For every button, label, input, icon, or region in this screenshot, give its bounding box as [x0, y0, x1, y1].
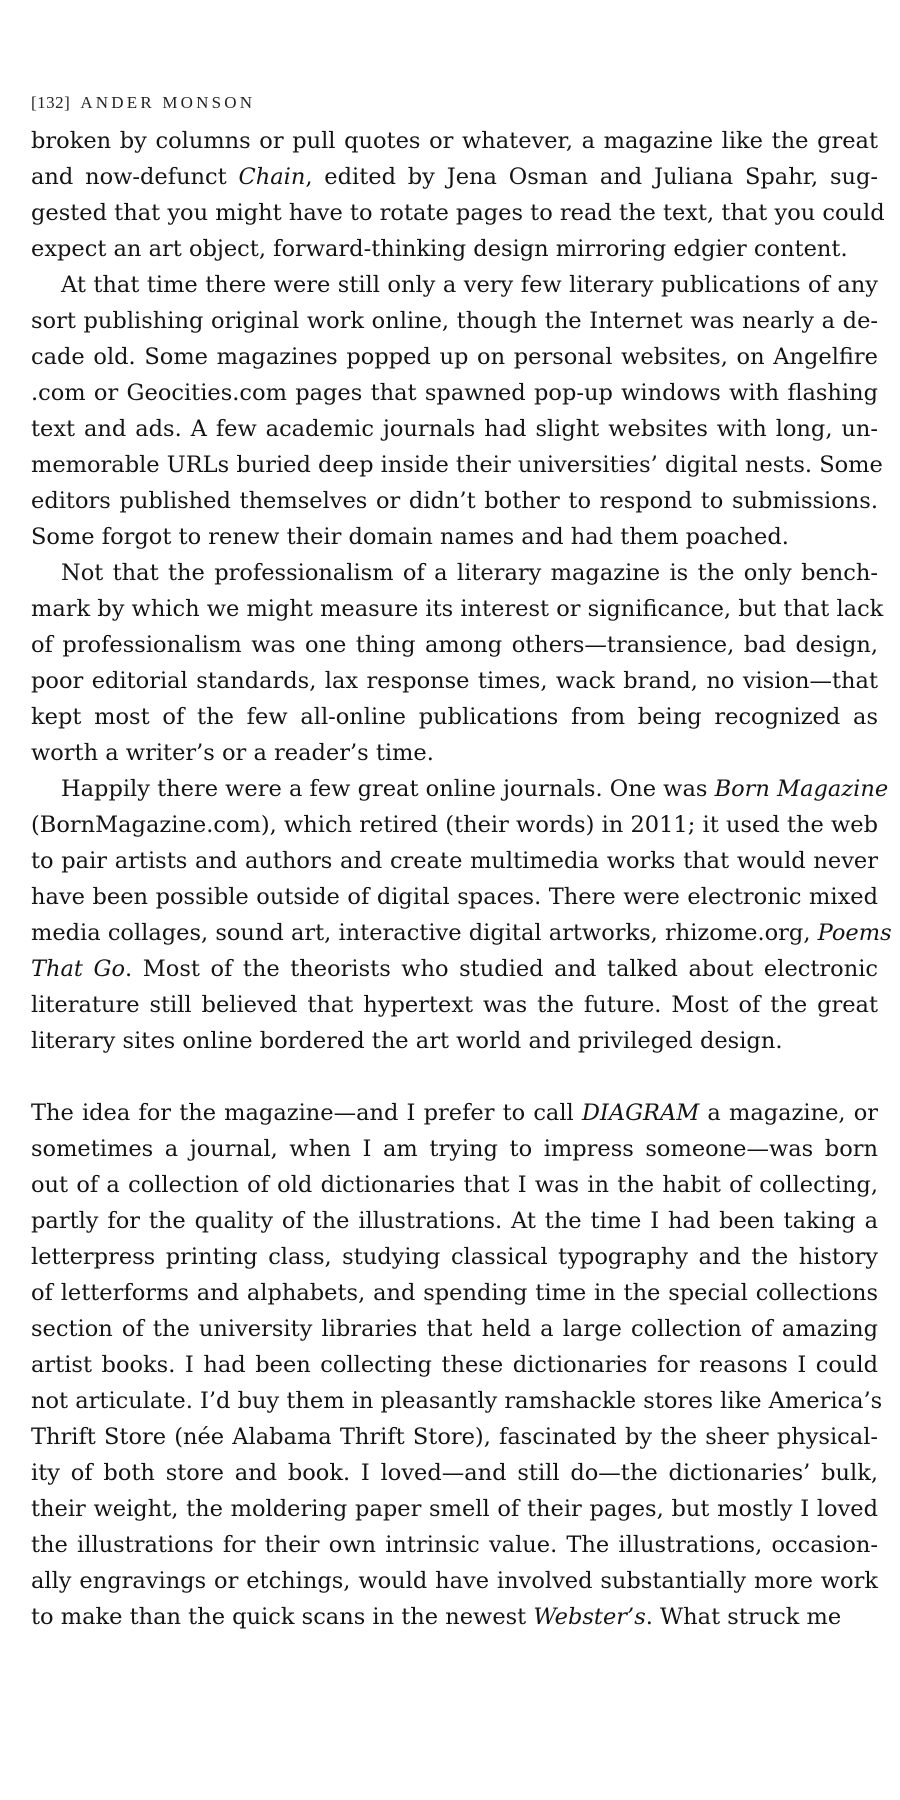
italic-title: That Go: [31, 956, 126, 982]
text-line: [31, 195, 885, 231]
text-line: [31, 123, 878, 159]
text-line: [31, 375, 878, 411]
text-line: [31, 159, 878, 195]
text-line: [31, 1239, 878, 1275]
text-line: [31, 915, 892, 951]
text-run: text and ads. A few academic journals had slight websites with long, un-: [31, 416, 878, 442]
text-run: . What struck me: [645, 1604, 842, 1630]
text-run: media collages, sound art, interactive digital artworks, rhizome.org,: [31, 920, 818, 946]
text-line: [31, 267, 878, 303]
text-line: [31, 807, 878, 843]
paragraph: [31, 123, 885, 267]
text-run: ally engravings or etchings, would have involved substantially more work: [31, 1568, 878, 1594]
text-line: [31, 519, 878, 555]
text-line: [31, 1095, 878, 1131]
text-run: partly for the quality of the illustrations. At the time I had been taking a: [31, 1208, 878, 1234]
text-line: [31, 1347, 878, 1383]
text-run: sometimes a journal, when I am trying to impress someone—was born: [31, 1136, 878, 1162]
text-line: [31, 1383, 883, 1419]
text-line: [31, 699, 878, 735]
italic-title: Chain: [238, 164, 306, 190]
text-line: [31, 771, 889, 807]
italic-title: Webster’s: [533, 1604, 646, 1630]
text-line: [31, 627, 878, 663]
text-line: [31, 1275, 878, 1311]
paragraph: [31, 1095, 883, 1635]
text-run: kept most of the few all-online publications from being recognized as: [31, 704, 878, 730]
text-run: Happily there were a few great online journals. One was: [61, 776, 715, 802]
text-run: .com or Geocities.com pages that spawned pop-up windows with flashing: [31, 380, 878, 406]
text-line: [31, 1131, 878, 1167]
text-line: [31, 843, 878, 879]
text-line: [31, 1167, 878, 1203]
text-line: [31, 1203, 878, 1239]
paragraph: [31, 267, 883, 555]
text-run: the illustrations for their own intrinsic value. The illustrations, occasion-: [31, 1532, 878, 1558]
text-run: to make than the quick scans in the newest: [31, 1604, 534, 1630]
italic-title: Born Magazine: [714, 776, 889, 802]
text-line: [31, 1419, 878, 1455]
text-line: [31, 1527, 878, 1563]
text-line: [31, 483, 878, 519]
text-line: [31, 447, 883, 483]
text-run: cade old. Some magazines popped up on personal websites, on Angelfire: [31, 344, 878, 370]
text-run: of letterforms and alphabets, and spending time in the special collections: [31, 1280, 878, 1306]
text-line: [31, 1023, 878, 1059]
text-line: [31, 231, 878, 267]
author-name: ANDER MONSON: [80, 93, 256, 112]
text-run: Thrift Store (née Alabama Thrift Store), fascinated by the sheer physical-: [31, 1424, 878, 1450]
text-run: artist books. I had been collecting these dictionaries for reasons I could: [31, 1352, 878, 1378]
text-line: [31, 591, 884, 627]
text-line: [31, 339, 878, 375]
text-run: . Most of the theorists who studied and talked about electronic: [125, 956, 878, 982]
text-run: gested that you might have to rotate pages to read the text, that you could: [31, 200, 885, 226]
text-line: [31, 879, 878, 915]
text-run: of professionalism was one thing among others—transience, bad design,: [31, 632, 878, 658]
text-line: [31, 411, 878, 447]
book-page: [31, 93, 892, 1635]
text-run: At that time there were still only a very few literary publications of any: [61, 272, 878, 298]
text-run: letterpress printing class, studying classical typography and the history: [31, 1244, 878, 1270]
text-run: editors published themselves or didn’t bother to respond to submissions.: [31, 488, 878, 514]
italic-title: Poems: [817, 920, 892, 946]
text-run: The idea for the magazine—and I prefer to call: [31, 1100, 582, 1126]
text-line: [31, 1455, 878, 1491]
text-line: [31, 1599, 878, 1635]
text-run: memorable URLs buried deep inside their universities’ digital nests. Some: [31, 452, 883, 478]
text-run: Not that the professionalism of a literary magazine is the only bench-: [61, 560, 878, 586]
text-line: [31, 1563, 878, 1599]
text-run: broken by columns or pull quotes or whatever, a magazine like the great: [31, 128, 878, 154]
text-run: , edited by Jena Osman and Juliana Spahr, sug-: [305, 164, 878, 190]
text-line: [31, 555, 878, 591]
paragraph: [31, 555, 884, 771]
text-line: [31, 987, 878, 1023]
text-run: their weight, the moldering paper smell of their pages, but mostly I loved: [31, 1496, 878, 1522]
paragraph: [31, 771, 892, 1059]
text-run: poor editorial standards, lax response times, wack brand, no vision—that: [31, 668, 878, 694]
text-run: literature still believed that hypertext was the future. Most of the great: [31, 992, 878, 1018]
text-run: section of the university libraries that held a large collection of amazing: [31, 1316, 878, 1342]
text-line: [31, 735, 878, 771]
text-run: sort publishing original work online, though the Internet was nearly a de-: [31, 308, 878, 334]
italic-title: DIAGRAM: [581, 1100, 700, 1126]
text-run: expect an art object, forward-thinking design mirroring edgier content.: [31, 236, 848, 262]
text-run: out of a collection of old dictionaries that I was in the habit of collecting,: [31, 1172, 878, 1198]
body-text: [31, 123, 892, 1635]
text-run: (BornMagazine.com), which retired (their words) in 2011; it used the web: [31, 812, 878, 838]
text-run: worth a writer’s or a reader’s time.: [31, 740, 434, 766]
text-line: [31, 663, 878, 699]
text-run: Some forgot to renew their domain names and had them poached.: [31, 524, 789, 550]
running-head: [31, 93, 878, 113]
section-break: [31, 1059, 878, 1095]
text-run: ity of both store and book. I loved—and still do—the dictionaries’ bulk,: [31, 1460, 878, 1486]
text-run: to pair artists and authors and create multimedia works that would never: [31, 848, 878, 874]
page-number: [132]: [31, 93, 71, 112]
text-run: have been possible outside of digital spaces. There were electronic mixed: [31, 884, 878, 910]
text-run: and now-defunct: [31, 164, 239, 190]
text-line: [31, 1491, 878, 1527]
text-run: mark by which we might measure its interest or significance, but that lack: [31, 596, 884, 622]
text-run: a magazine, or: [699, 1100, 878, 1126]
text-line: [31, 1311, 878, 1347]
text-line: [31, 951, 878, 987]
text-run: not articulate. I’d buy them in pleasantly ramshackle stores like America’s: [31, 1388, 883, 1414]
text-run: literary sites online bordered the art world and privileged design.: [31, 1028, 783, 1054]
text-line: [31, 303, 878, 339]
